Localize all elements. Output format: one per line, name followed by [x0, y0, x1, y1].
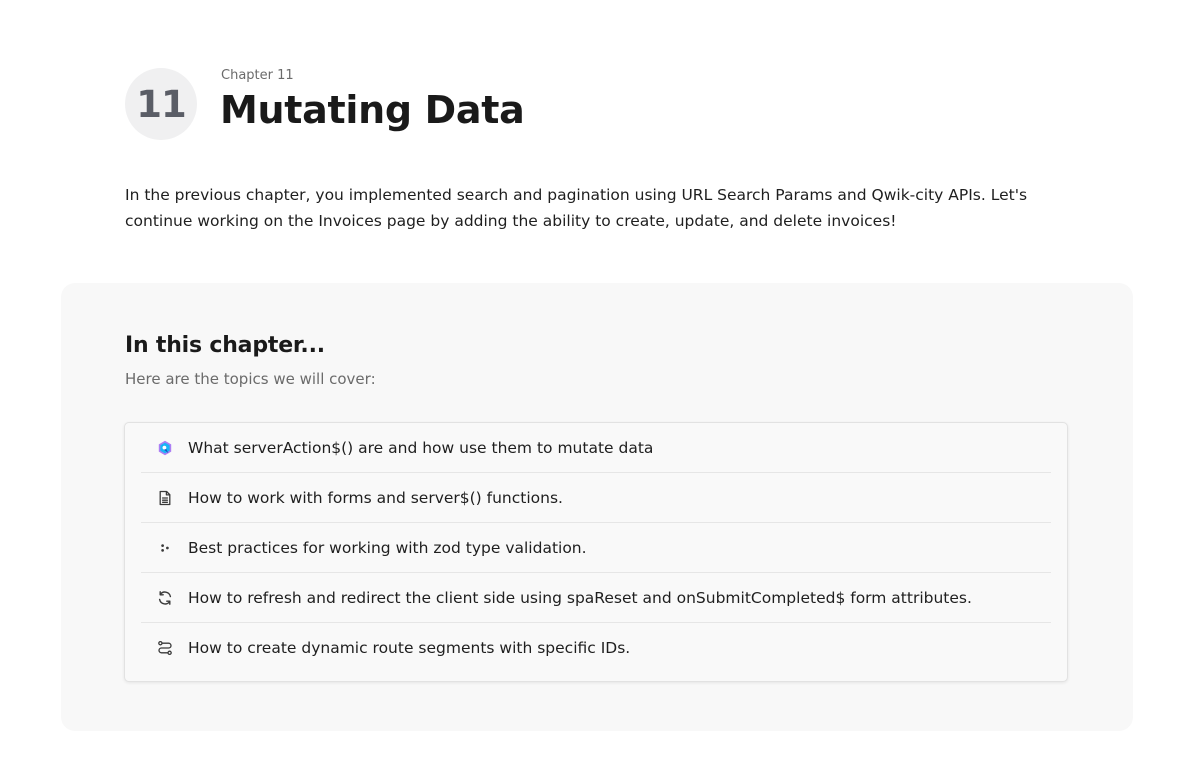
topic-item — [141, 573, 1051, 623]
chapter-overview-box — [61, 283, 1133, 731]
document-icon — [157, 490, 173, 506]
overview-subheading: Here are the topics we will cover: — [125, 370, 376, 388]
intro-paragraph: In the previous chapter, you implemented search and pagination using URL Search Params and Qwik-city APIs. Let's continue working on the Invoices page by adding the ability to create, update, and delete invoices! — [125, 186, 1028, 230]
refresh-icon — [157, 590, 173, 606]
topic-item — [141, 523, 1051, 573]
topics-list — [124, 422, 1068, 682]
topic-item — [141, 473, 1051, 523]
chapter-label: Chapter 11 — [221, 68, 294, 83]
chapter-number-badge: 11 — [125, 68, 197, 140]
dots-icon — [157, 540, 173, 556]
chapter-header — [125, 68, 524, 140]
topic-item — [141, 423, 1051, 473]
overview-heading: In this chapter... — [125, 333, 325, 358]
topic-text: What serverAction$() are and how use them to mutate data — [188, 438, 654, 457]
topic-text: Best practices for working with zod type validation. — [188, 538, 587, 557]
page-title: Mutating Data — [220, 88, 525, 132]
chapter-title-block — [221, 69, 524, 133]
qwik-logo-icon — [157, 440, 173, 456]
topic-text: How to refresh and redirect the client side using spaReset and onSubmitCompleted$ form attributes. — [188, 588, 972, 607]
topic-text: How to work with forms and server$() functions. — [188, 488, 563, 507]
topic-text: How to create dynamic route segments with specific IDs. — [188, 638, 631, 657]
topic-item — [141, 623, 1051, 672]
route-icon — [157, 640, 173, 656]
